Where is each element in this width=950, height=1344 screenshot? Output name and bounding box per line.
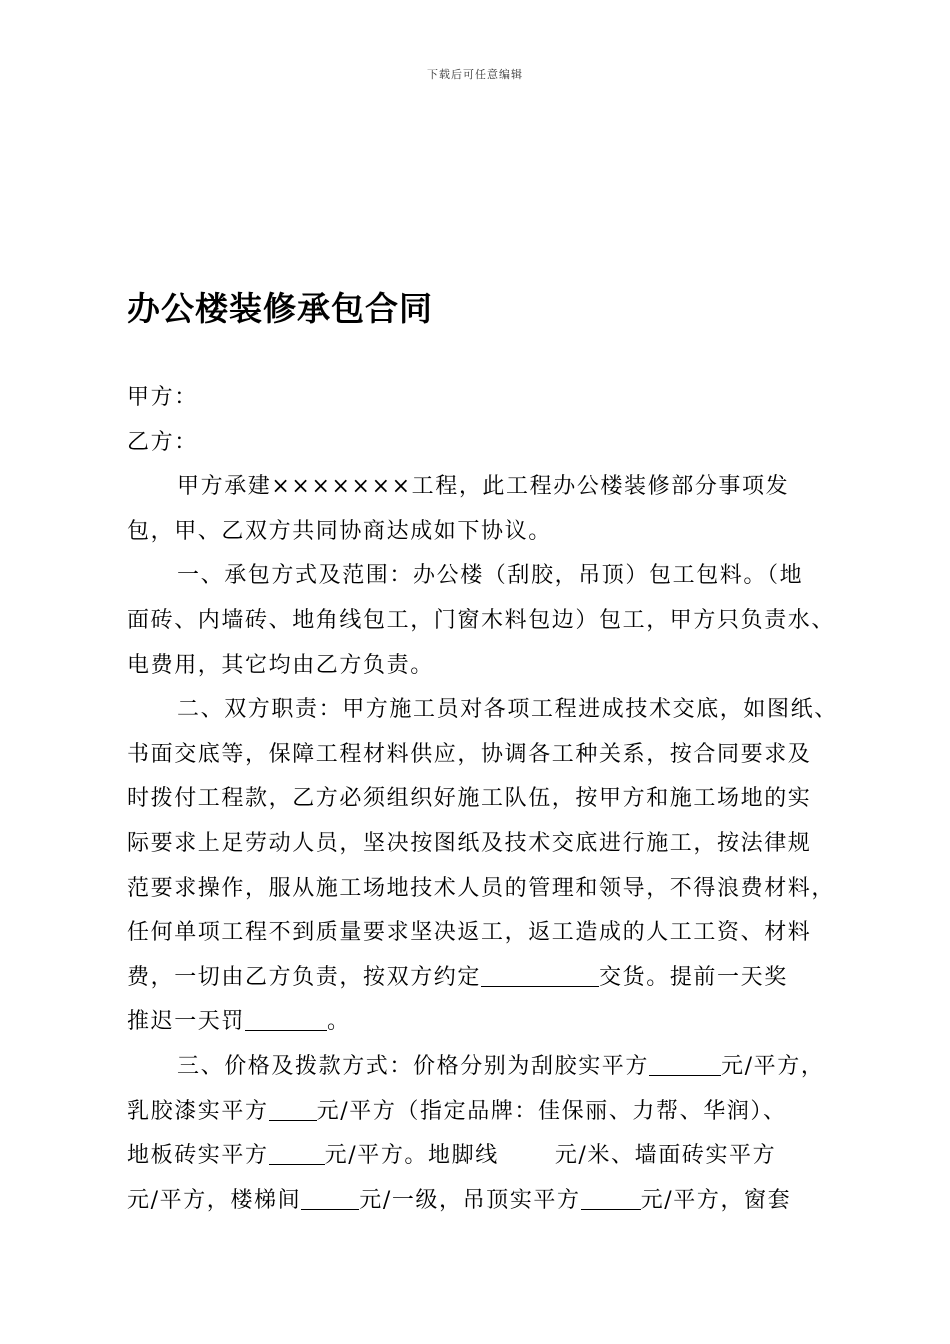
text-segment: 元/平方。地脚线 (324, 1143, 499, 1169)
paragraph-line: 电费用，其它均由乙方负责。 (127, 652, 434, 678)
paragraph-line (127, 1179, 843, 1224)
text-segment: 费，一切由乙方负责，按双方约定 (127, 964, 482, 990)
party-a-line: 甲方： (127, 385, 198, 410)
text-segment: 。 (327, 1009, 351, 1035)
paragraph-line (127, 1045, 843, 1090)
paragraph-line: 际要求上足劳动人员，坚决按图纸及技术交底进行施工，按法律规 (127, 830, 812, 856)
paragraph-line (127, 956, 843, 1001)
paragraph-line: 包，甲、乙双方共同协商达成如下协议。 (127, 518, 552, 544)
paragraph-line (127, 1000, 843, 1045)
fill-in-blank[interactable] (269, 1140, 325, 1165)
text-segment: 元/平方，窗套 (640, 1187, 792, 1213)
paragraph-line: 书面交底等，保障工程材料供应，协调各工种关系，按合同要求及 (127, 741, 812, 767)
text-segment: 交货。提前一天奖 (599, 964, 788, 990)
paragraph-line: 甲方承建×××××××工程，此工程办公楼装修部分事项发 (177, 474, 790, 500)
text-segment: 乳胶漆实平方 (127, 1098, 269, 1124)
paragraph-line: 时拨付工程款，乙方必须组织好施工队伍，按甲方和施工场地的实 (127, 786, 812, 812)
fill-in-blank[interactable] (649, 1051, 721, 1076)
text-segment: 元/平方（指定品牌：佳保丽、力帮、华润）、 (316, 1098, 787, 1124)
paragraph-line: 一、承包方式及范围：办公楼（刮胶，吊顶）包工包料。（地 (177, 563, 804, 589)
fill-in-blank[interactable] (581, 1185, 641, 1210)
fill-in-blank[interactable] (269, 1096, 317, 1121)
paragraph-line: 任何单项工程不到质量要求坚决返工，返工造成的人工工资、材料 (127, 920, 812, 946)
paragraph-line (127, 1090, 843, 1135)
party-b-line: 乙方： (127, 429, 198, 455)
paragraph-line: 二、双方职责：甲方施工员对各项工程进成技术交底，如图纸、 (177, 697, 838, 723)
document-body (127, 376, 843, 1223)
text-segment: 元/米、墙面砖实平方 (554, 1143, 777, 1169)
header-note: 下载后可任意编辑 (427, 68, 523, 81)
paragraph-line (127, 1134, 843, 1179)
text-segment: 地板砖实平方 (127, 1143, 269, 1169)
fill-in-blank[interactable] (301, 1185, 359, 1210)
fill-in-blank[interactable] (481, 962, 599, 987)
text-segment: 三、价格及拨款方式：价格分别为刮胶实平方 (177, 1053, 650, 1079)
text-segment: 元/一级，吊顶实平方 (359, 1187, 581, 1213)
text-segment: 元/平方，楼梯间 (127, 1187, 302, 1213)
paragraph-line: 面砖、内墙砖、地角线包工，门窗木料包边）包工，甲方只负责水、 (127, 607, 836, 633)
paragraph-line: 范要求操作，服从施工场地技术人员的管理和领导，不得浪费材料， (127, 875, 836, 901)
fill-in-blank[interactable] (245, 1006, 327, 1031)
text-segment: 推迟一天罚 (127, 1009, 246, 1035)
document-title: 办公楼装修承包合同 (127, 289, 433, 328)
text-segment: 元/平方， (721, 1053, 825, 1079)
